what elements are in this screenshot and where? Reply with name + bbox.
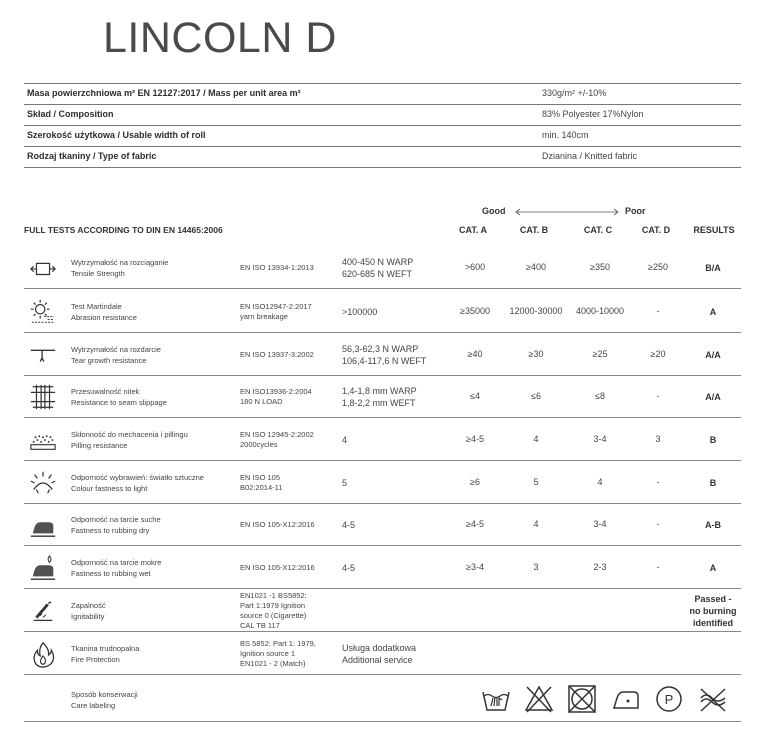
dry-clean-p-icon	[654, 684, 684, 714]
test-name-en: Tensile Strength	[71, 268, 125, 278]
test-result-line: B	[709, 477, 717, 488]
test-standard	[240, 591, 307, 631]
test-value-line: 106,4-117,6 N WEFT	[342, 355, 427, 366]
light-fastness-icon	[28, 469, 58, 497]
test-standard-line: 180 N LOAD	[240, 397, 283, 406]
test-result	[684, 306, 742, 318]
spec-row	[24, 146, 741, 168]
test-row	[24, 290, 741, 333]
test-value-line: Usługa dodatkowa	[342, 642, 417, 653]
test-row	[24, 504, 741, 546]
test-value-line: 4-5	[342, 562, 356, 573]
test-cat-a: ≥3-4	[466, 561, 484, 572]
test-name-pl: Przesuwalność nitek	[71, 387, 140, 396]
spec-row	[24, 125, 741, 147]
test-value	[342, 562, 355, 574]
wash-hand-icon	[481, 684, 511, 714]
test-value-line: 4	[342, 434, 348, 445]
test-standard	[240, 302, 312, 322]
test-value	[342, 306, 377, 318]
test-name	[71, 301, 137, 323]
test-row	[24, 589, 741, 632]
test-cat-a: >600	[464, 261, 486, 272]
spec-row	[24, 104, 741, 126]
fire-protection-icon	[28, 640, 58, 668]
ignitability-icon	[28, 597, 58, 625]
test-cat-a: ≥35000	[460, 305, 490, 316]
tensile-icon	[28, 254, 58, 282]
col-cat-c: CAT. C	[583, 225, 613, 235]
test-name	[71, 514, 161, 536]
col-results: RESULTS	[693, 225, 735, 235]
test-value-line: 5	[342, 477, 348, 488]
test-row	[24, 461, 741, 504]
test-standard-line: EN ISO13936-2:2004	[240, 387, 312, 396]
test-value-line: Additional service	[342, 654, 413, 665]
test-standard-line: BS 5852: Part 1: 1979,	[240, 638, 316, 648]
test-name	[71, 429, 188, 451]
test-value	[342, 343, 426, 367]
product-title: LINCOLN D	[103, 14, 337, 62]
test-value-line: 4-5	[342, 520, 356, 530]
test-cat-b: 12000-30000	[509, 305, 563, 316]
test-result	[684, 593, 742, 629]
test-cat-c: ≥350	[590, 261, 610, 272]
test-name	[71, 386, 167, 408]
test-name-pl: Odporność wybrawień: światło sztuczne	[71, 472, 204, 482]
test-row	[24, 246, 741, 289]
test-name-pl: Odporność na tarcie mokre	[71, 557, 162, 567]
test-name	[71, 472, 204, 494]
test-cat-d: ≥250	[648, 261, 668, 272]
pilling-icon	[28, 426, 58, 454]
test-standard-line: EN ISO12947-2:2017	[240, 301, 312, 311]
test-result	[684, 349, 742, 361]
spec-label: Skład / Composition	[27, 109, 114, 119]
test-cat-b: ≥400	[526, 261, 546, 272]
test-standard	[240, 639, 316, 669]
test-standard	[240, 387, 312, 407]
test-result	[684, 434, 742, 446]
tear-icon	[28, 341, 58, 369]
svg-text:P: P	[664, 692, 674, 707]
test-cat-c: 4	[597, 476, 603, 487]
test-name-en: Pilling resistance	[71, 440, 128, 450]
test-standard-line: source 0 (Cigarette)	[240, 610, 307, 620]
spec-table	[24, 83, 741, 169]
spec-label: Masa powierzchniowa m² EN 12127:2017 / Mass per unit area m²	[27, 88, 301, 98]
test-result-line: no burning	[689, 605, 737, 616]
test-cat-c: 3-4	[593, 433, 607, 444]
test-cat-c: 3-4	[593, 519, 607, 529]
test-result-line: A	[709, 562, 717, 573]
test-standard-line: Part 1:1979 Ignition	[240, 600, 306, 610]
test-cat-d: -	[656, 519, 660, 529]
test-standard-line: yarn breakage	[240, 311, 288, 321]
test-result	[684, 391, 742, 403]
test-row	[24, 333, 741, 376]
test-name-pl: Skłonność do mechacenia i pillingu	[71, 429, 188, 439]
test-standard-line: EN1021 -1 BS5852:	[240, 590, 307, 600]
test-cat-b: 4	[533, 519, 539, 529]
test-result	[684, 562, 742, 574]
test-standard-line: EN ISO 105-X12:2016	[240, 562, 315, 572]
test-value-line: 620-685 N WEFT	[342, 268, 413, 279]
test-name-pl: Wytrzymałość na rozdarcie	[71, 344, 161, 354]
test-value-line: 1,4-1,8 mm WARP	[342, 386, 417, 396]
test-result-line: A/A	[705, 349, 721, 360]
divider	[24, 721, 741, 722]
test-cat-a: ≥6	[470, 476, 480, 487]
test-standard	[240, 430, 314, 450]
test-cat-a: ≥40	[467, 348, 483, 359]
no-wring-icon	[698, 684, 728, 714]
test-name-en: Fastness to rubbing wet	[71, 568, 151, 578]
test-result-line: A	[709, 306, 717, 317]
test-value	[342, 385, 417, 409]
test-cat-d: -	[656, 476, 660, 487]
spec-value: Dzianina / Knitted fabric	[542, 151, 638, 161]
test-cat-b: 4	[533, 433, 539, 444]
test-standard-line: EN1021 - 2 (Match)	[240, 658, 306, 668]
test-row	[24, 546, 741, 589]
test-value	[342, 256, 413, 280]
test-result-line: B	[709, 434, 717, 445]
col-cat-a: CAT. A	[459, 225, 487, 235]
test-standard-line: 2000cycles	[240, 439, 278, 449]
test-value	[342, 642, 416, 666]
test-name-en: Fastness to rubbing dry	[71, 526, 150, 535]
test-standard	[240, 520, 315, 530]
tests-title: FULL TESTS ACCORDING TO DIN EN 14465:2006	[24, 225, 223, 235]
care-label-pl: Sposób konserwacji	[71, 690, 138, 699]
test-result-line: A-B	[705, 520, 721, 530]
test-result	[684, 519, 742, 531]
scale-good-label: Good	[482, 206, 506, 216]
test-value	[342, 519, 355, 531]
test-result-line: A/A	[705, 392, 721, 402]
test-name-en: Tear growth resistance	[71, 355, 147, 365]
test-cat-d: -	[656, 305, 660, 316]
test-cat-c: 2-3	[593, 561, 607, 572]
test-name	[71, 557, 161, 579]
test-standard-line: EN ISO 13934-1:2013	[240, 262, 314, 272]
test-value-line: 400-450 N WARP	[342, 256, 414, 267]
spec-value: 83% Polyester 17%Nylon	[542, 109, 644, 119]
spec-value: min. 140cm	[542, 130, 589, 140]
test-result-line: Passed -	[694, 593, 732, 604]
test-cat-d: 3	[655, 433, 661, 444]
divider	[24, 674, 741, 675]
test-standard-line: CAL TB 117	[240, 620, 280, 630]
test-cat-a: ≤4	[470, 391, 480, 401]
col-cat-d: CAT. D	[641, 225, 671, 235]
test-cat-b: 3	[533, 561, 539, 572]
test-name	[71, 257, 168, 279]
test-name-en: Colour fastness to light	[71, 483, 148, 493]
test-value-line: 56,3-62,3 N WARP	[342, 343, 419, 354]
test-cat-b: 5	[533, 476, 539, 487]
test-name	[71, 344, 161, 366]
test-standard	[240, 350, 314, 360]
test-cat-b: ≥30	[528, 348, 544, 359]
test-name-pl: Test Martindale	[71, 301, 122, 311]
no-bleach-icon	[524, 684, 554, 714]
rubbing-wet-icon	[28, 554, 58, 582]
test-cat-d: -	[656, 391, 660, 401]
test-name-pl: Tkanina trudnopalna	[71, 643, 140, 653]
care-label	[71, 689, 138, 711]
seam-slippage-icon	[28, 383, 58, 411]
test-standard-line: Ignition source 1	[240, 648, 296, 658]
test-standard-line: EN ISO 12945-2:2002	[240, 429, 314, 439]
test-name-en: Abrasion resistance	[71, 312, 137, 322]
test-cat-c: 4000-10000	[575, 305, 625, 316]
test-name-pl: Zapalność	[71, 600, 106, 610]
iron-low-icon	[611, 684, 641, 714]
test-cat-d: ≥20	[650, 348, 666, 359]
test-name	[71, 643, 139, 665]
test-cat-d: -	[656, 561, 660, 572]
test-standard-line: B02:2014-11	[240, 482, 283, 492]
test-standard	[240, 563, 315, 573]
divider	[24, 167, 741, 168]
test-value	[342, 434, 347, 446]
test-result-line: identified	[693, 617, 733, 628]
scale-poor-label: Poor	[625, 206, 646, 216]
col-cat-b: CAT. B	[519, 225, 549, 235]
test-cat-c: ≤8	[595, 391, 605, 401]
test-row	[24, 418, 741, 461]
rubbing-dry-icon	[28, 511, 58, 539]
abrasion-icon	[28, 298, 58, 326]
test-value-line: 1,8-2,2 mm WEFT	[342, 398, 416, 408]
test-cat-a: ≥4-5	[466, 519, 484, 529]
test-name-pl: Wytrzymałość na rozciąganie	[71, 257, 169, 267]
test-name	[71, 600, 106, 622]
care-label-en: Care labeling	[71, 701, 116, 710]
test-result-line: B/A	[705, 262, 721, 273]
test-standard-line: EN ISO 13937-3:2002	[240, 349, 314, 359]
test-cat-c: ≥25	[592, 348, 608, 359]
test-row	[24, 632, 741, 675]
test-standard-line: EN ISO 105-X12:2016	[240, 520, 315, 529]
spec-value: 330g/m² +/-10%	[542, 88, 607, 98]
spec-label: Rodzaj tkaniny / Type of fabric	[27, 151, 157, 161]
spec-row	[24, 83, 741, 105]
test-standard	[240, 263, 314, 273]
test-name-en: Ignitability	[71, 611, 105, 621]
test-name-pl: Odporność na tarcie suche	[71, 515, 161, 524]
spec-label: Szerokość użytkowa / Usable width of roll	[27, 130, 206, 140]
test-result	[684, 262, 742, 274]
test-name-en: Resistance to seam slippage	[71, 398, 167, 407]
test-standard	[240, 473, 282, 493]
no-tumble-dry-icon	[567, 684, 597, 714]
test-value	[342, 477, 347, 489]
test-cat-b: ≤6	[531, 391, 541, 401]
test-row	[24, 376, 741, 418]
test-cat-a: ≥4-5	[466, 433, 484, 444]
test-name-en: Fire Protection	[71, 654, 120, 664]
scale-arrow-icon	[512, 206, 622, 218]
test-value-line: >100000	[342, 306, 378, 317]
test-result	[684, 477, 742, 489]
test-standard-line: EN ISO 105	[240, 472, 281, 482]
divider	[24, 288, 741, 289]
